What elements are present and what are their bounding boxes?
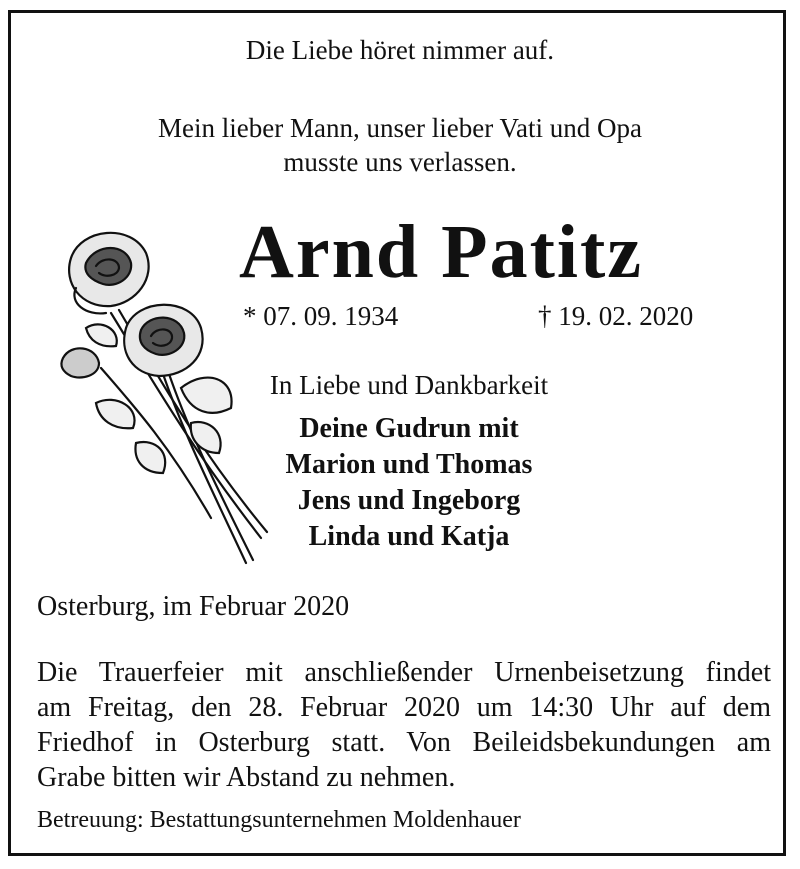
funeral-line: Grabe bitten wir Abstand zu nehmen. [37,762,456,793]
gratitude-line: In Liebe und Dankbarkeit [269,370,549,400]
family-line: Marion und Thomas [285,449,533,480]
family-signature [211,411,607,555]
place-date: Osterburg, im Februar 2020 [37,591,350,622]
deceased-name: Arnd Patitz [239,210,644,294]
funeral-line: am Freitag, den 28. Februar 2020 um 14:30 Uhr auf dem [37,692,771,723]
obituary-frame [8,10,786,856]
service-provider: Betreuung: Bestattungsunternehmen Moldenhauer [37,807,521,833]
death-date: † 19. 02. 2020 [538,301,694,331]
quote-text: Die Liebe höret nimmer auf. [245,35,555,65]
intro-line-1: Mein lieber Mann, unser lieber Vati und Opa [158,113,642,143]
family-line: Linda und Katja [308,521,510,552]
family-line: Deine Gudrun mit [299,413,519,444]
birth-date: * 07. 09. 1934 [243,301,399,331]
funeral-notice [37,655,771,795]
intro-line-2: musste uns verlassen. [283,147,517,177]
funeral-line: Die Trauerfeier mit anschließender Urnenbeisetzung findet [37,657,771,688]
family-line: Jens und Ingeborg [297,485,521,516]
funeral-line: Friedhof in Osterburg statt. Von Beileidsbekundungen am [37,727,771,758]
